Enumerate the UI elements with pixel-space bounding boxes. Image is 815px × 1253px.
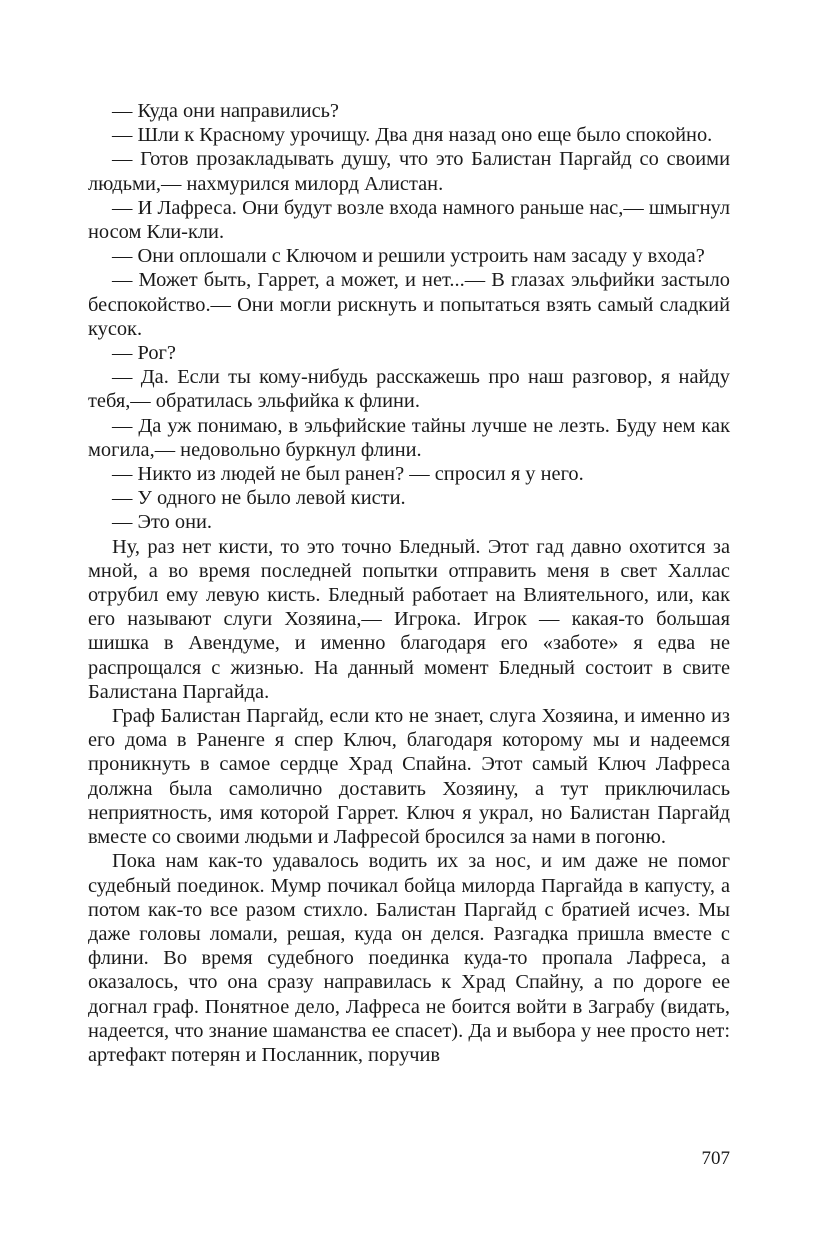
paragraph: — Куда они направились? [112,100,339,122]
paragraph: — Никто из людей не был ранен? — спросил я у него. [112,463,584,486]
paragraph: — Они оплошали с Ключом и решили устроить нам засаду у входа? [112,245,705,268]
paragraph: — Рог? [112,342,176,365]
page-number: 707 [701,1148,730,1169]
paragraph: — Это они. [112,511,213,534]
paragraph: — Да уж понимаю, в эльфийские тайны лучше не лезть. Буду нем как могила,— недовольно буркнул флини. [88,414,730,461]
paragraph: — Шли к Красному урочищу. Два дня назад оно еще было спокойно. [112,124,713,147]
paragraph: — Может быть, Гаррет, а может, и нет...— В глазах эльфийки застыло беспокойство.— Они могли рискнуть и попытаться взять самый сладкий кусок. [88,269,730,340]
paragraph: — У одного не было левой кисти. [112,487,406,510]
paragraph: Граф Балистан Паргайд, если кто не знает, слуга Хозяина, и именно из его дома в Раненге я спер Ключ, благодаря которому мы и надеемся проникнуть в самое сердце Храд Спайна. Этот самый Ключ Лафреса должна была самолично доставить Хозяину, а тут приключилась неприятность, имя которой Гаррет. Ключ я украл, но Балистан Паргайд вместе со своими людьми и Лафресой бросился за нами в погоню. [88,705,730,849]
paragraph: — И Лафреса. Они будут возле входа намного раньше нас,— шмыгнул носом Кли-кли. [88,196,730,244]
paragraph: — Готов прозакладывать душу, что это Балистан Паргайд со своими людьми,— нахмурился милорд Алистан. [88,148,730,195]
paragraph: — Да. Если ты кому-нибудь расскажешь про наш разговор, я найду тебя,— обратилась эльфийка к флини. [88,366,730,413]
paragraph: Пока нам как-то удавалось водить их за нос, и им даже не помог судебный поединок. Мумр почикал бойца милорда Паргайда в капусту, а потом как-то все разом стихло. Балистан Паргайд с братией исчез. Мы даже головы ломали, решая, куда он делся. Разгадка пришла вместе с флини. Во время судебного поединка куда-то пропала Лафреса, а оказалось, что она сразу направилась к Храд Спайну, а по дороге ее догнал граф. Понятное дело, Лафреса не боится войти в Заграбу (видать, надеется, что знание шаманства ее спасет). Да и выбора у нее просто нет: артефакт потерян и Посланник, поручив [88,850,730,1066]
paragraph: Ну, раз нет кисти, то это точно Бледный. Этот гад давно охотится за мной, а во время последней попытки отправить меня в свет Халлас отрубил ему левую кисть. Бледный работает на Влиятельного, или, как его называют слуги Хозяина,— Игрока. Игрок — какая-то большая шишка в Авендуме, и именно благодаря его «заботе» я едва не распрощался с жизнью. На данный момент Бледный состоит в свите Балистана Паргайда. [88,535,730,703]
book-page-text [88,99,730,1067]
